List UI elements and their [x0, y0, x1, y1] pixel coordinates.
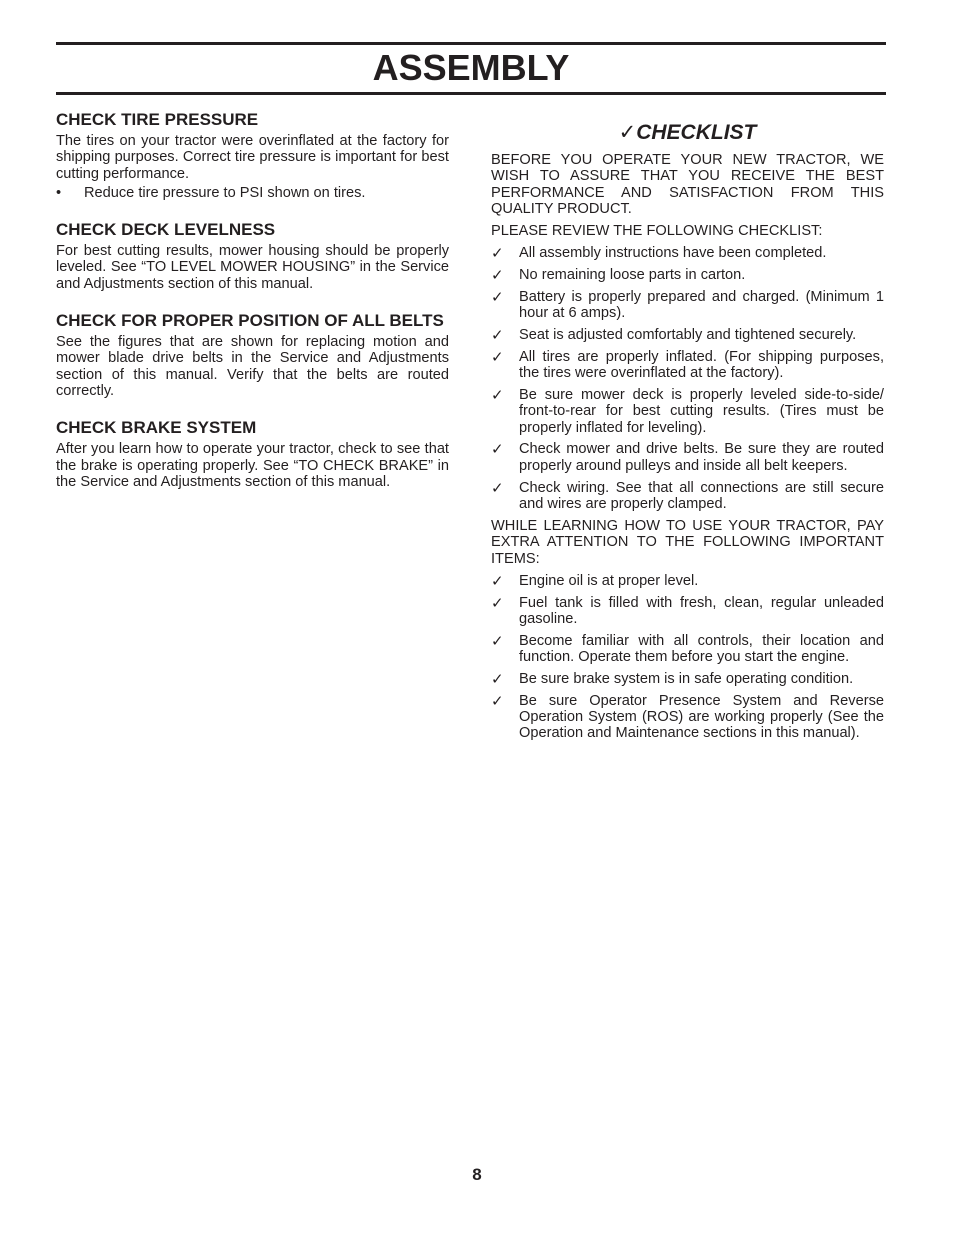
- section-brake-system: [56, 418, 449, 490]
- section-heading: CHECK TIRE PRESSURE: [56, 110, 259, 129]
- checklist-item-text: Be sure mower deck is properly leveled side-to-side/ front-to-rear for best cutting results. (Tires must be properly inflated for leveling).: [519, 387, 884, 436]
- bullet-item: [56, 185, 449, 201]
- checkmark-icon: ✓: [491, 440, 504, 459]
- checkmark-icon: ✓: [491, 631, 504, 650]
- checklist-item-text: Become familiar with all controls, their location and function. Operate them before you start the engine.: [519, 632, 884, 666]
- checklist-item: [491, 573, 884, 589]
- checklist-item: [491, 349, 884, 382]
- checklist-item-text: Be sure Operator Presence System and Reverse Operation System (ROS) are working properly (See the Operation and Maintenance sections in this manual).: [519, 692, 884, 742]
- section-heading: CHECK DECK LEVELNESS: [56, 220, 276, 240]
- checkmark-icon: ✓: [491, 288, 504, 307]
- section-body: For best cutting results, mower housing should be properly leveled. See “TO LEVEL MOWER HOUSING” in the Service and Adjustments section of this manual.: [56, 243, 449, 292]
- checklist-item-text: Check mower and drive belts. Be sure they are routed properly around pulleys and inside all belt keepers.: [519, 441, 884, 474]
- section-deck-levelness: [56, 220, 449, 292]
- checklist-item: [491, 480, 884, 513]
- checklist-item: [491, 327, 884, 343]
- checklist-item-text: Battery is properly prepared and charged. (Minimum 1 hour at 6 amps).: [519, 289, 884, 322]
- checkmark-icon: ✓: [491, 691, 504, 710]
- checklist-item-text: All assembly instructions have been completed.: [519, 245, 827, 262]
- bullet-icon: •: [56, 184, 62, 201]
- checklist-item-text: Check wiring. See that all connections are still secure and wires are properly clamped.: [519, 479, 884, 512]
- header-rule-bottom: [56, 92, 886, 95]
- checkmark-icon: ✓: [491, 326, 504, 345]
- checklist-item-text: Engine oil is at proper level.: [519, 573, 699, 590]
- checkmark-icon: ✓: [491, 670, 504, 689]
- section-heading: CHECK BRAKE SYSTEM: [56, 418, 257, 438]
- section-heading: CHECK FOR PROPER POSITION OF ALL BELTS: [56, 311, 444, 331]
- checklist-item-text: All tires are properly inflated. (For shipping purposes, the tires were overinflated at the factory).: [519, 348, 884, 382]
- page-number: 8: [472, 1165, 482, 1184]
- checklist-item: [491, 441, 884, 474]
- checkmark-icon: ✓: [491, 347, 504, 366]
- checklist-column: [491, 120, 884, 748]
- checklist-item: [491, 671, 884, 687]
- checkmark-icon: ✓: [491, 593, 504, 612]
- checklist-item: [491, 387, 884, 436]
- checkmark-icon: ✓: [491, 572, 504, 591]
- checklist-item-text: Fuel tank is filled with fresh, clean, regular unleaded gasoline.: [519, 594, 884, 628]
- checklist-item-text: Seat is adjusted comfortably and tightened securely.: [519, 327, 857, 344]
- checkmark-icon: ✓: [491, 386, 504, 405]
- checklist-item: [491, 633, 884, 666]
- checklist-item: [491, 289, 884, 322]
- section-body: See the figures that are shown for replacing motion and mower blade drive belts in the Service and Adjustments section of this manual. Verify that the belts are routed correctly.: [56, 334, 449, 399]
- checklist-item-text: No remaining loose parts in carton.: [519, 267, 746, 284]
- left-column: [56, 110, 449, 509]
- checkmark-icon: ✓: [491, 478, 504, 497]
- checklist-review-label: PLEASE REVIEW THE FOLLOWING CHECKLIST:: [491, 223, 823, 240]
- checklist-title: ✓CHECKLIST: [618, 121, 757, 144]
- section-body: The tires on your tractor were overinflated at the factory for shipping purposes. Correct tire pressure is important for best cutting performance.: [56, 133, 449, 182]
- bullet-text: Reduce tire pressure to PSI shown on tires.: [84, 184, 366, 201]
- checkmark-icon: ✓: [491, 266, 504, 285]
- checklist-important-items: [491, 573, 884, 742]
- checklist-while-learning: WHILE LEARNING HOW TO USE YOUR TRACTOR, PAY EXTRA ATTENTION TO THE FOLLOWING IMPORTANT ITEMS:: [491, 518, 884, 567]
- checklist-item: [491, 595, 884, 628]
- section-belts: [56, 311, 449, 399]
- checklist-item: [491, 267, 884, 283]
- section-tire-pressure: [56, 110, 449, 201]
- checkmark-icon: ✓: [491, 244, 504, 263]
- checklist-intro: BEFORE YOU OPERATE YOUR NEW TRACTOR, WE WISH TO ASSURE THAT YOU RECEIVE THE BEST PERFORMANCE AND SATISFACTION FROM THIS QUALITY PRODUCT.: [491, 152, 884, 217]
- section-body: After you learn how to operate your tractor, check to see that the brake is operating properly. See “TO CHECK BRAKE” in the Service and Adjustments section of this manual.: [56, 441, 449, 490]
- checklist-item: [491, 693, 884, 742]
- checklist-item-text: Be sure brake system is in safe operating condition.: [519, 671, 854, 688]
- page-title: ASSEMBLY: [372, 47, 570, 88]
- header-rule-top: [56, 42, 886, 45]
- checklist-item: [491, 245, 884, 261]
- checklist-before-operation: [491, 245, 884, 512]
